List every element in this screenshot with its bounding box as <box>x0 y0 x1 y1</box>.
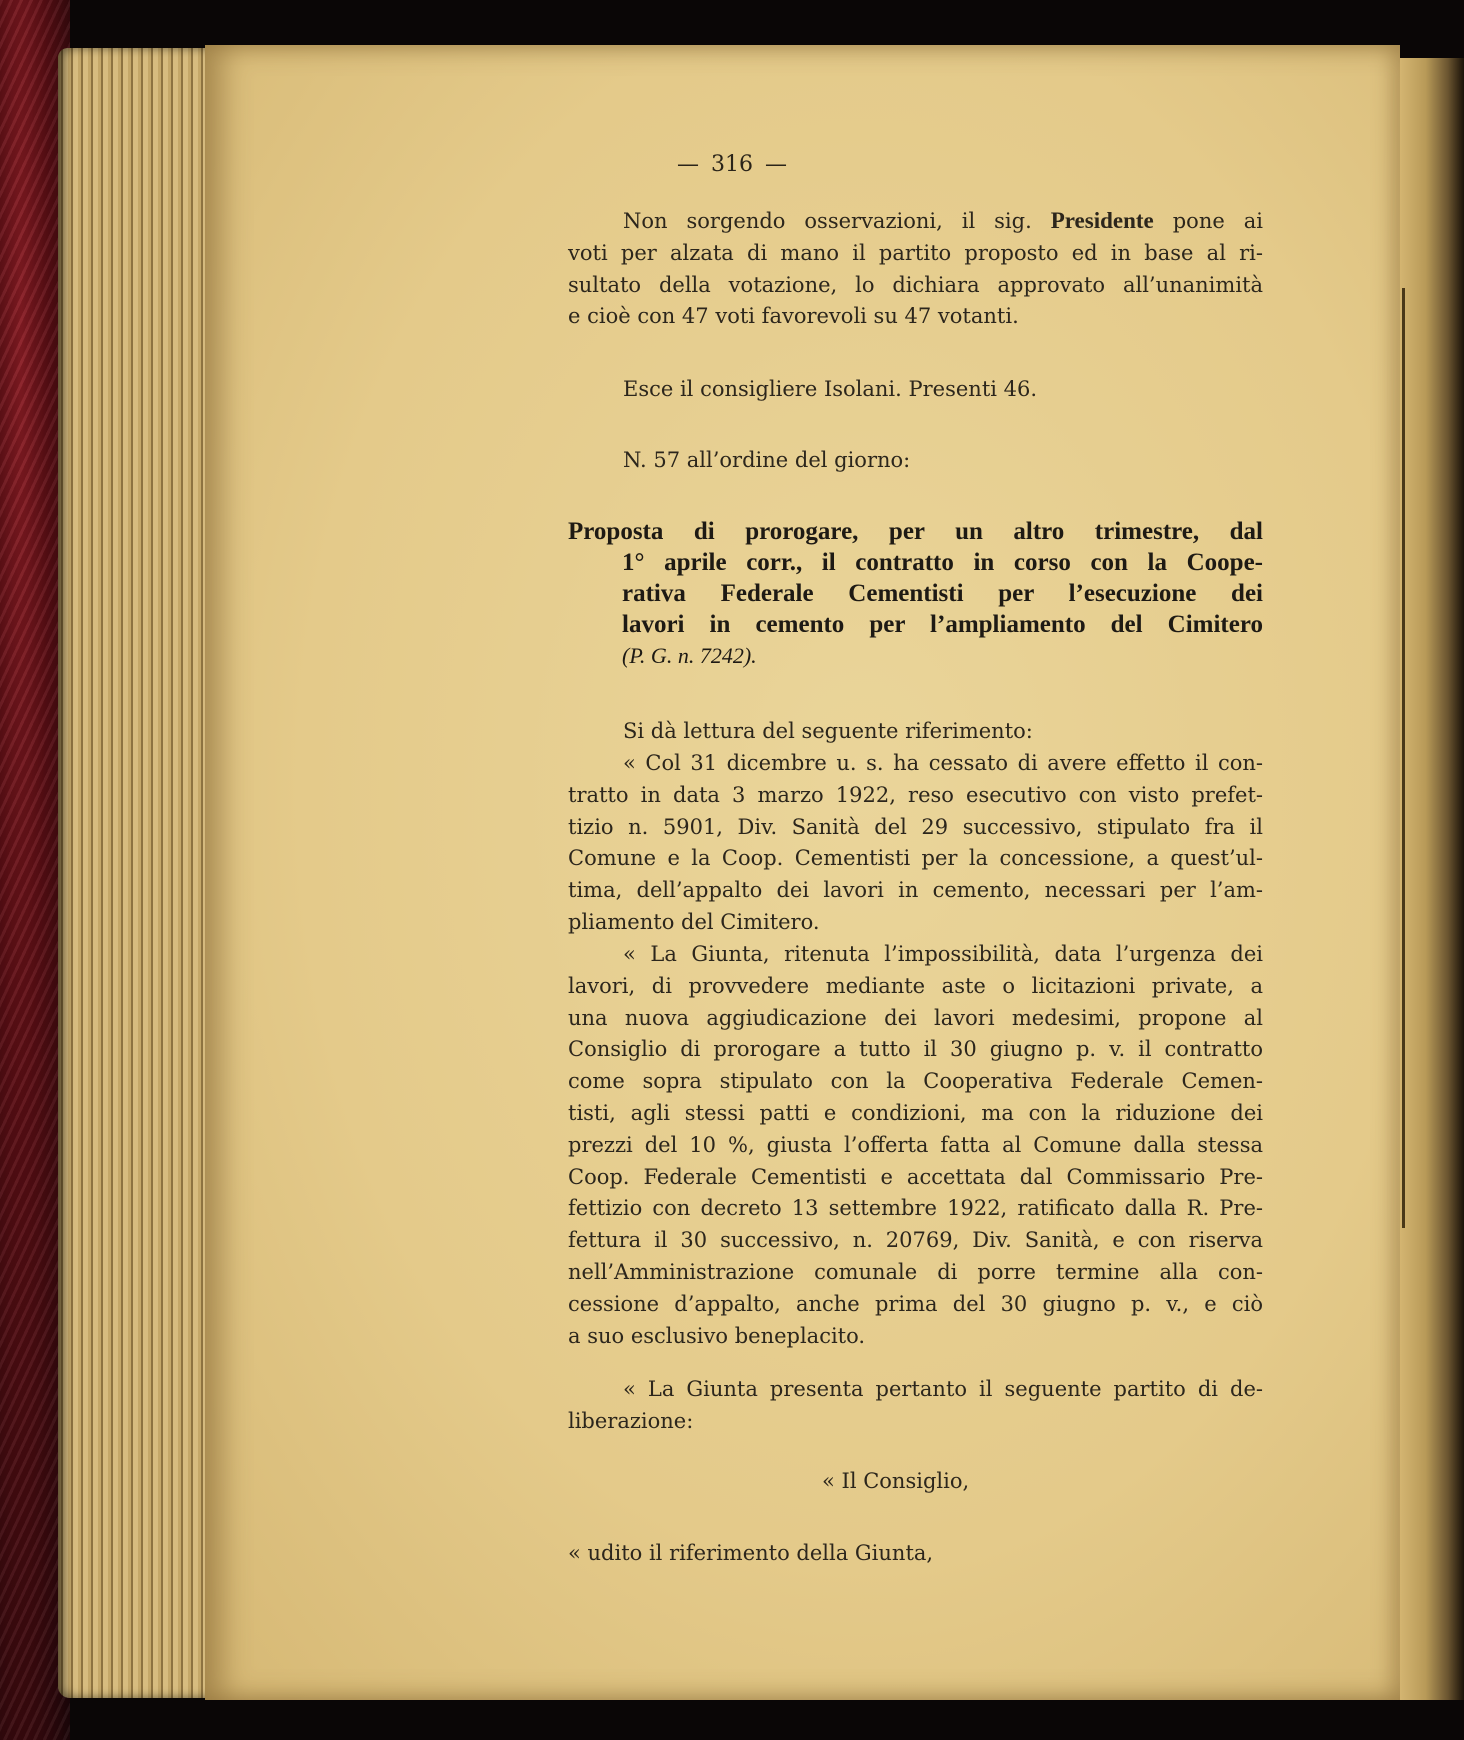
text-line: come sopra stipulato con la Cooperativa Federale Cemen- <box>568 1069 1263 1094</box>
text-line: « La Giunta presenta pertanto il seguente partito di de- <box>623 1377 1263 1401</box>
text-line: cessione d’appalto, anche prima del 30 giugno p. v., e ciò <box>568 1291 1263 1316</box>
text-line: tratto in data 3 marzo 1922, reso esecutivo con visto prefet- <box>568 782 1263 807</box>
text-line: una nuova aggiudicazione dei lavori medesimi, propone al <box>568 1005 1263 1030</box>
page-edges <box>58 48 208 1698</box>
text-line: tima, dell’appalto dei lavori in cemento, necessari per l’am- <box>568 878 1263 903</box>
text-line: Non sorgendo osservazioni, il sig. Presidente pone ai <box>623 208 1263 233</box>
text-line: pliamento del Cimitero. <box>568 909 820 934</box>
protocol-reference: (P. G. n. 7242). <box>622 643 757 668</box>
text-line: nell’Amministrazione comunale di porre termine alla con- <box>568 1259 1263 1284</box>
report-paragraph-3 <box>568 1374 1263 1438</box>
text-line: sultato della votazione, lo dichiara approvato all’unanimità <box>568 272 1263 297</box>
text-line: tizio n. 5901, Div. Sanità del 29 successivo, stipulato fra il <box>568 814 1263 839</box>
report-paragraph-1 <box>568 748 1263 939</box>
text-line: lavori, di provvedere mediante aste o licitazioni private, a <box>568 973 1263 998</box>
text-line: « Col 31 dicembre u. s. ha cessato di avere effetto il con- <box>623 751 1263 775</box>
text-line: Comune e la Coop. Cementisti per la concessione, a quest’ul- <box>568 846 1263 871</box>
paragraph-vote-result <box>568 205 1263 333</box>
paragraph-isolani: Esce il consigliere Isolani. Presenti 46. <box>623 377 1038 401</box>
text-line: fettizio con decreto 13 settembre 1922, ratificato dalla R. Pre- <box>568 1196 1263 1221</box>
text-line: Coop. Federale Cementisti e accettata dal Commissario Pre- <box>568 1164 1263 1189</box>
text-line: e cioè con 47 voti favorevoli su 47 votanti. <box>568 304 1019 329</box>
heading-line: rativa Federale Cementisti per l’esecuzione dei <box>622 580 1263 607</box>
text-line: tisti, agli stessi patti e condizioni, ma con la riduzione dei <box>568 1100 1263 1125</box>
heading-line: Proposta di prorogare, per un altro trimestre, dal <box>568 518 1263 545</box>
text-line: « La Giunta, ritenuta l’impossibilità, data l’urgenza dei <box>623 942 1263 966</box>
text-line: Consiglio di prorogare a tutto il 30 giugno p. v. il contratto <box>568 1037 1263 1062</box>
text-line: a suo esclusivo beneplacito. <box>568 1323 866 1348</box>
resolution-line: « udito il riferimento della Giunta, <box>568 1541 934 1565</box>
facing-page-edge <box>1400 58 1464 1700</box>
text-line: voti per alzata di mano il partito proposto ed in base al ri- <box>568 240 1263 265</box>
heading-line: 1° aprile corr., il contratto in corso con la Coope- <box>622 549 1263 576</box>
resolution-opening: « Il Consiglio, <box>822 1469 970 1493</box>
presidente-label: Presidente <box>1050 208 1154 233</box>
agenda-item-heading <box>568 516 1263 671</box>
heading-line: lavori in cemento per l’ampliamento del Cimitero <box>622 611 1263 638</box>
page-number: — 316 — <box>677 152 787 177</box>
paragraph-agenda-item: N. 57 all’ordine del giorno: <box>623 448 911 472</box>
text-line: prezzi del 10 %, giusta l’offerta fatta al Comune dalla stessa <box>568 1132 1263 1157</box>
text-line: liberazione: <box>568 1408 694 1433</box>
paragraph-intro: Si dà lettura del seguente riferimento: <box>623 719 1033 743</box>
report-paragraph-2 <box>568 939 1263 1352</box>
text-line: fettura il 30 successivo, n. 20769, Div. Sanità, e con riserva <box>568 1228 1263 1253</box>
